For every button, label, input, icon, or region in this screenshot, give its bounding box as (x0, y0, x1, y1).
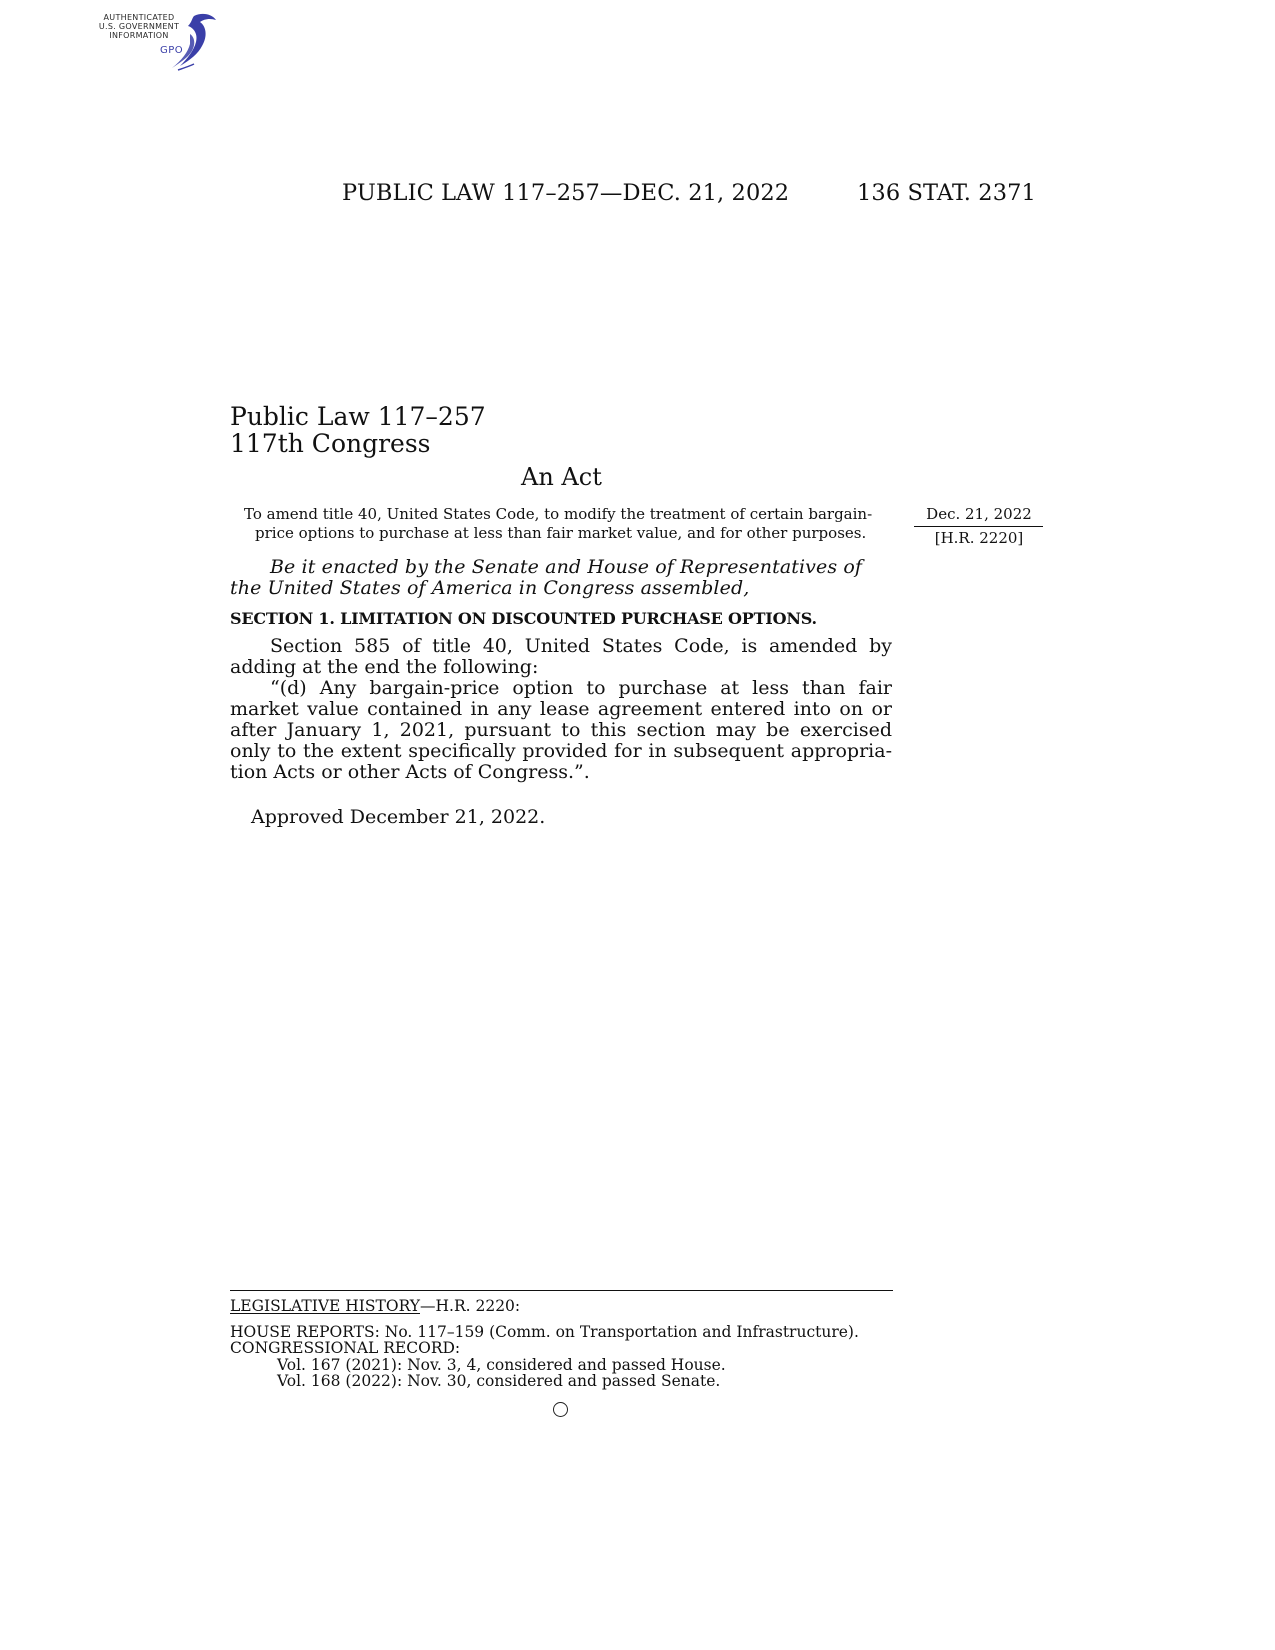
act-heading: An Act (521, 463, 602, 491)
seal-text-line-3: INFORMATION (109, 31, 169, 40)
margin-note-divider (914, 526, 1043, 527)
purpose-line-2: price options to purchase at less than fair market value, and for other purposes. (255, 524, 867, 542)
seal-text-line-1: AUTHENTICATED (103, 13, 175, 22)
enacting-clause (230, 557, 892, 599)
legislative-history-heading (230, 1298, 520, 1314)
margin-note-bill-number: [H.R. 2220] (934, 529, 1024, 547)
section-text (230, 636, 892, 783)
house-reports: HOUSE REPORTS: No. 117–159 (Comm. on Transportation and Infrastructure). (230, 1323, 859, 1341)
congressional-record-entry: Vol. 168 (2022): Nov. 30, considered and passed Senate. (277, 1372, 721, 1390)
legislative-history-label: LEGISLATIVE HISTORY (230, 1297, 420, 1315)
section-heading: SECTION 1. LIMITATION ON DISCOUNTED PURCHASE OPTIONS. (230, 609, 817, 628)
end-of-law-circle-icon (553, 1402, 568, 1417)
congressional-record-entry: Vol. 167 (2021): Nov. 3, 4, considered and passed House. (277, 1356, 726, 1374)
enacting-clause-line-2: the United States of America in Congress assembled, (230, 577, 750, 599)
section-paragraph-1: Section 585 of title 40, United States Code, is amended by adding at the end the following: (230, 635, 892, 678)
seal-text-line-2: U.S. GOVERNMENT (98, 22, 180, 31)
eagle-icon (170, 10, 220, 74)
margin-note-date: Dec. 21, 2022 (926, 505, 1032, 523)
act-purpose (244, 505, 880, 543)
seal-gpo-mark: GPO (160, 45, 184, 56)
enacting-clause-line-1: Be it enacted by the Senate and House of Representatives of (270, 556, 863, 578)
public-law-number: Public Law 117–257 (230, 402, 486, 431)
purpose-line-1: To amend title 40, United States Code, to modify the treatment of certain bargain- (244, 505, 873, 523)
running-head-statute-page: 136 STAT. 2371 (857, 180, 1036, 206)
legislative-history-bill: —H.R. 2220: (420, 1297, 521, 1315)
congressional-record-label: CONGRESSIONAL RECORD: (230, 1339, 461, 1357)
approval-date: Approved December 21, 2022. (251, 806, 546, 828)
section-paragraph-2: “(d) Any bargain-price option to purchase at less than fair market value contained in any lease agreement entered into on or after January 1, 2021, pursuant to this section may be exercised only to the extent specifically provided for in subsequent appropria-tion Acts or other Acts of Congress.”. (230, 677, 892, 783)
running-head-citation: PUBLIC LAW 117–257—DEC. 21, 2022 (342, 180, 790, 206)
footnote-divider (230, 1290, 893, 1291)
gpo-authentication-seal (92, 10, 222, 74)
congress-number: 117th Congress (230, 429, 431, 458)
